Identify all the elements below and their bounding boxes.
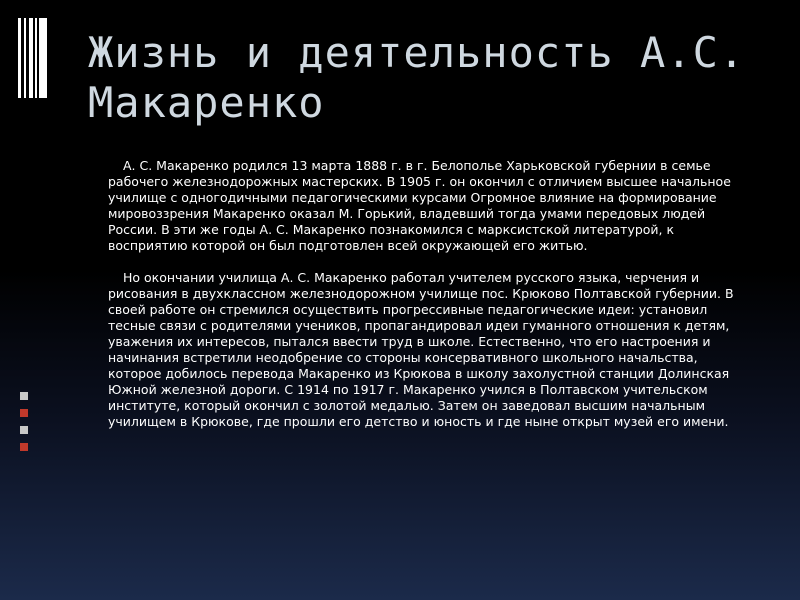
decor-square [20, 392, 28, 400]
paragraph-biography: А. С. Макаренко родился 13 марта 1888 г. в г. Белополье Харьковской губернии в семье рабочего железнодорожных мастерских. В 1905 г. он окончил с отличием высшее начальное училище с одногодичными педагогическими курсами Огромное влияние на формирование мировоззрения Макаренко оказал М. Горький, владевший тогда умами передовых людей России. В эти же годы А. С. Макаренко познакомился с марксистской литературой, к восприятию которой он был подготовлен всей окружающей его житью. [108, 158, 731, 253]
decor-square [20, 443, 28, 451]
decor-square [20, 426, 28, 434]
decorative-squares [20, 392, 28, 460]
slide-title: Жизнь и деятельность А.С. Макаренко [88, 28, 746, 127]
paragraph-career: Но окончании училища А. С. Макаренко работал учителем русского языка, черчения и рисования в двухклассном железнодорожном училище пос. Крюково Полтавской губернии. В своей работе он стремился осуществить прогрессивные педагогические идеи: установил тесные связи с родителями учеников, пропагандировал идеи гуманного отношения к детям, уважения их интересов, пытался ввести труд в школе. Естественно, что его настроения и начинания встретили неодобрение со стороны консервативного школьного начальства, которое добилось перевода Макаренко из Крюкова в школу захолустной станции Долинская Южной железной дороги. С 1914 по 1917 г. Макаренко учился в Полтавском учительском институте, который окончил с золотой медалью. Затем он заведовал высшим начальным училищем в Крюкове, где прошли его детство и юность и где ныне открыт музей его имени. [108, 270, 734, 429]
slide-body [108, 158, 754, 430]
decor-square [20, 409, 28, 417]
